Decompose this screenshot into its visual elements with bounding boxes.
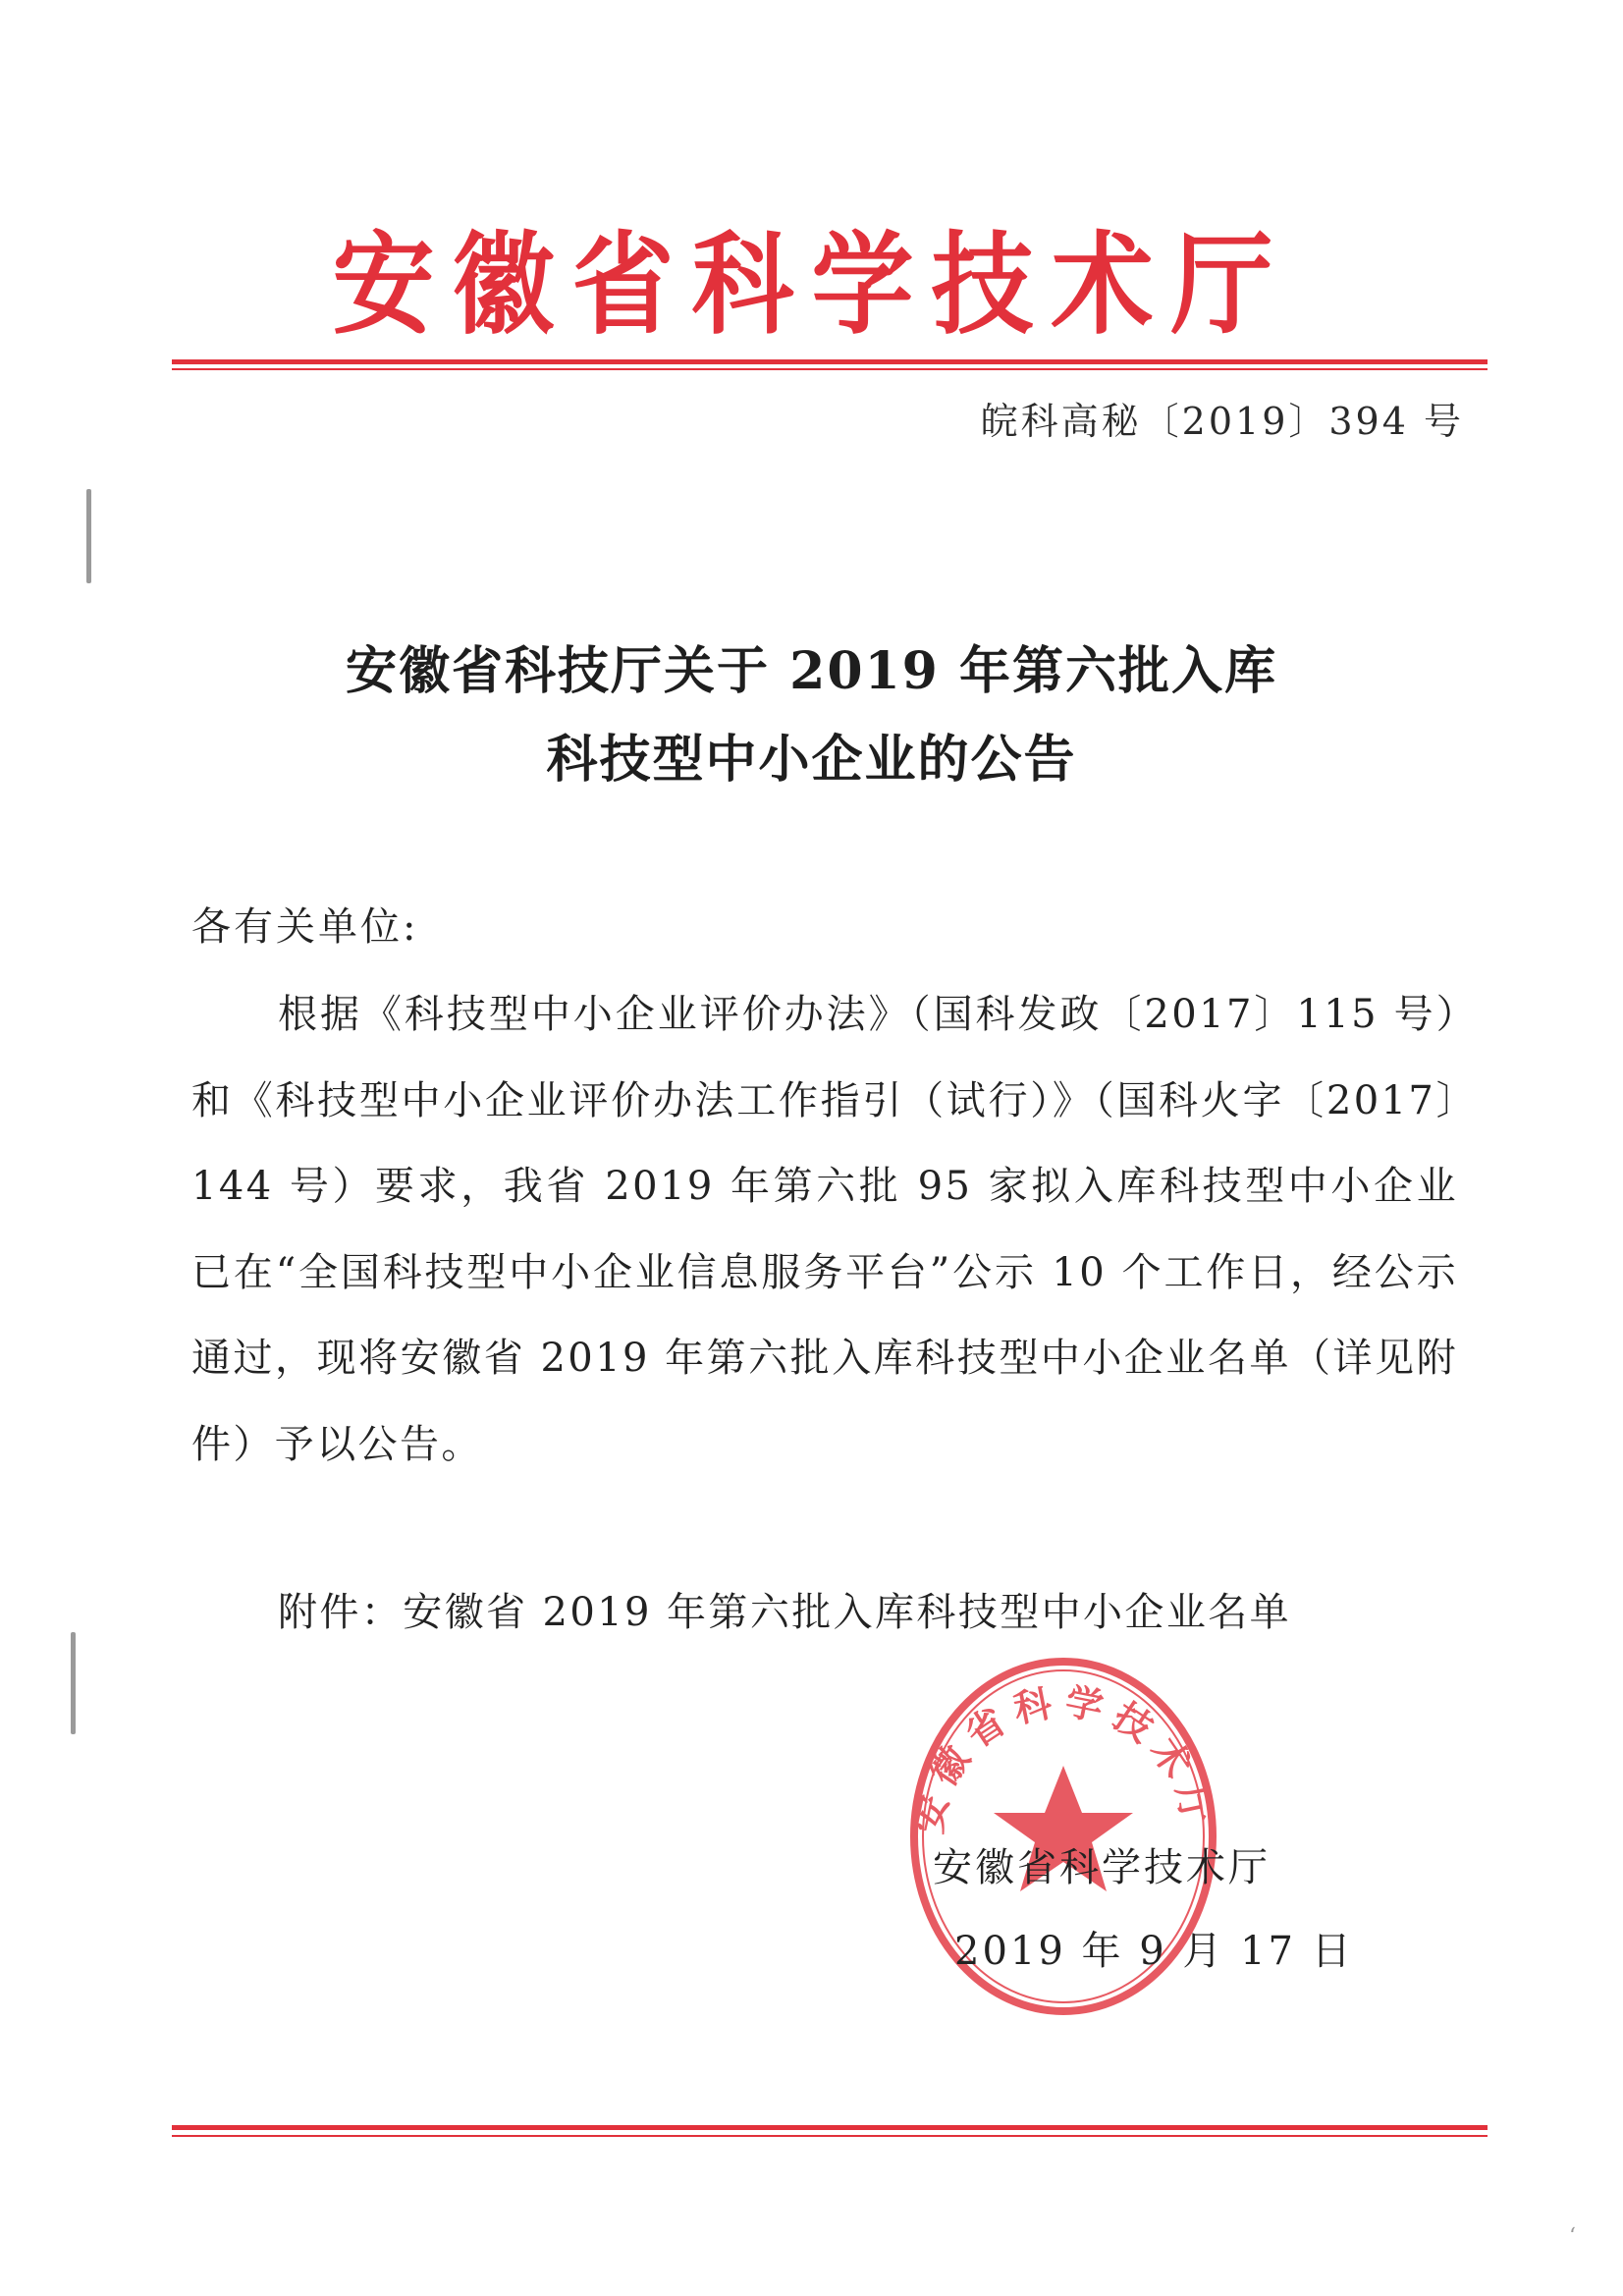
document-title-line-2: 科技型中小企业的公告 (546, 730, 1077, 790)
salutation: 各有关单位: (191, 904, 419, 950)
issuing-organization-header: 安徽省科学技术厅 (332, 220, 1291, 350)
footer-rule-thin (172, 2135, 1488, 2137)
header-rule-thick (172, 359, 1488, 364)
binding-hole-mark-top (86, 489, 91, 583)
document-number: 皖科高秘〔2019〕394 号 (980, 400, 1464, 443)
signature-organization: 安徽省科学技术厅 (933, 1845, 1271, 1890)
scan-artifact: ‘ (1569, 2224, 1576, 2249)
seal-text: 安徽省科学技术厅 (906, 1679, 1220, 1837)
document-title-line-1: 安徽省科技厅关于 2019 年第六批入库 (346, 641, 1277, 701)
signature-date: 2019 年 9 月 17 日 (954, 1929, 1354, 1974)
body-paragraph: 根据《科技型中小企业评价办法》（国科发政〔2017〕115 号）和《科技型中小企业评价办法工作指引（试行）》（国科火字〔2017〕144 号）要求，我省 2019 年第六批 95 家拟入库科技型中小企业已在“全国科技型中小企业信息服务平台”公示 10 个工作日，经公示通过，现将安徽省 2019 年第六批入库科技型中小企业名单（详见附件）予以公告。 (191, 992, 1458, 1467)
header-rule-thin (172, 368, 1488, 370)
footer-rule-thick (172, 2125, 1488, 2130)
attachment-note: 附件：安徽省 2019 年第六批入库科技型中小企业名单 (278, 1590, 1292, 1635)
binding-hole-mark-bottom (71, 1632, 76, 1734)
